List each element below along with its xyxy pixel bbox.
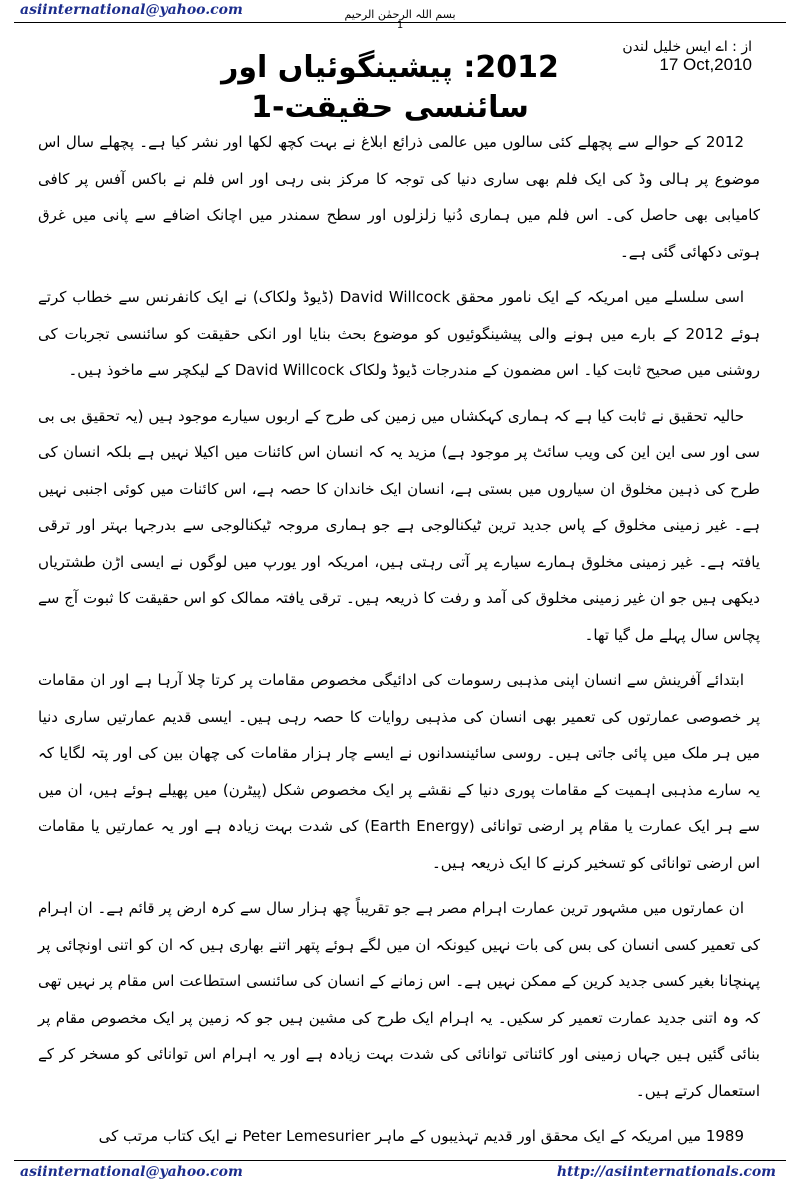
footer-email-link[interactable]: asiinternational@yahoo.com: [20, 1164, 243, 1180]
paragraph: 1989 میں امریکہ کے ایک محقق اور قدیم تہذیبوں کے ماہر Peter Lemesurier نے ایک کتاب مرتب کی: [98, 1127, 744, 1145]
publish-date: 17 Oct,2010: [659, 55, 752, 74]
author-name: از : اے ایس خلیل لندن: [622, 39, 752, 55]
footer-website-link[interactable]: http://asiinternationals.com: [556, 1164, 776, 1180]
article-body: [38, 124, 760, 1164]
header-divider: [14, 22, 786, 23]
footer-divider: [14, 1160, 786, 1161]
paragraph: اسی سلسلے میں امریکہ کے ایک نامور محقق David Willcock (ڈیوڈ ولکاک) نے ایک کانفرنس سے خطاب کرتے ہوئے 2012 کے بارے میں ہونے والی پیشینگوئیوں کو موضوع بحث بنایا اور انکی حقیقت کو سائنسی تجربات کی روشنی میں صحیح ثابت کیا۔ اس مضمون کے مندرجات ڈیوڈ ولکاک David Willcock کے لیکچر سے ماخوذ ہیں۔: [38, 288, 760, 379]
bismillah-text: بسم اللہ الرحمٰن الرحیم: [344, 8, 456, 21]
paragraph: 2012 کے حوالے سے پچھلے کئی سالوں میں عالمی ذرائع ابلاغ نے بہت کچھ لکھا اور نشر کیا ہے۔ پچھلے سال اس موضوع پر ہالی وڈ کی ایک فلم بھی ساری دنیا کی توجہ کا مرکز بنی رہی اور اس فلم نے باکس آفس پر کافی کامیابی بھی حاصل کی۔ اس فلم میں ہماری دُنیا زلزلوں اور سطح سمندر میں اچانک اضافے سے پانی میں غرق ہوتی دکھائی گئی ہے۔: [38, 133, 760, 261]
paragraph: ان عمارتوں میں مشہور ترین عمارت اہرام مصر ہے جو تقریباً چھ ہزار سال سے کرہ ارض پر قائم ہے۔ ان اہرام کی تعمیر کسی انسان کی بس کی بات نہیں کیونکہ ان میں لگے ہوئے پتھر اتنے بھاری ہیں کہ ان کو اتنی اونچائی پر پہنچانا بغیر کسی جدید کرین کے ممکن نہیں ہے۔ اس زمانے کے انسان کی سائنسی استطاعت اس مقام پر نہیں تھی کہ وہ اتنی جدید عمارت تعمیر کر سکیں۔ یہ اہرام ایک طرح کی مشین ہیں جو کہ زمین پر ایک مخصوص مقام پر بنائی گئیں ہیں جہاں زمینی اور کائناتی توانائی کی شدت بہت زیادہ ہے اور یہ اہرام اس توانائی کو مسخر کر کے استعمال کرتے ہیں۔: [38, 899, 760, 1100]
bismillah-header: [300, 8, 500, 31]
paragraph: حالیہ تحقیق نے ثابت کیا ہے کہ ہماری کہکشاں میں زمین کی طرح کے اربوں سیارے موجود ہیں (یہ تحقیق بی بی سی اور سی این این کی ویب سائٹ پر موجود ہے) مزید یہ کہ انسان اس کائنات میں اکیلا نہیں ہے بلکہ انسان کی طرح کی ذہین مخلوق ان سیاروں میں بستی ہے، انسان ایک خاندان کا حصہ ہے، اس کائنات میں کوئی اجنبی نہیں ہے۔ غیر زمینی مخلوق کے پاس جدید ترین ٹیکنالوجی ہے جو ہماری مروجہ ٹیکنالوجی سے بدرجہا بہتر اور ترقی یافتہ ہے۔ غیر زمینی مخلوق ہمارے سیارے پر آتی رہتی ہیں، امریکہ اور یورپ میں لوگوں نے ایسی اڑن طشتریاں دیکھی ہیں جو ان غیر زمینی مخلوق کی آمد و رفت کا ذریعہ ہیں۔ ترقی یافتہ ممالک کو اس حقیقت کا ثبوت آج سے پچاس سال پہلے مل گیا تھا۔: [38, 406, 760, 644]
article-title: 2012: پیشینگوئیاں اور سائنسی حقیقت-1: [221, 50, 559, 125]
page-number: 1: [396, 20, 404, 31]
byline: [602, 38, 752, 74]
paragraph: ابتدائے آفرینش سے انسان اپنی مذہبی رسومات کی ادائیگی مخصوص مقامات پر کرتا چلا آرہا ہے اور ان مقامات پر خصوصی عمارتوں کی تعمیر بھی انسان کی مذہبی روایات کا حصہ رہی ہیں۔ ایسی قدیم عمارتیں ساری دنیا میں ہر ملک میں پائی جاتی ہیں۔ روسی سائینسدانوں نے ایسے چار ہزار مقامات کی چھان بین کی اور پتہ لگایا کہ یہ سارے مذہبی اہمیت کے مقامات پوری دنیا کے نقشے پر ایک مخصوص شکل (پیٹرن) میں پھیلے ہوئے ہیں، ان میں سے ہر ایک عمارت یا مقام پر ارضی توانائی (Earth Energy) کی شدت بہت زیادہ ہے اور یہ عمارتیں یا مقامات اس ارضی توانائی کو تسخیر کرنے کا ایک ذریعہ ہیں۔: [38, 671, 760, 872]
header-email-link[interactable]: asiinternational@yahoo.com: [20, 2, 243, 18]
